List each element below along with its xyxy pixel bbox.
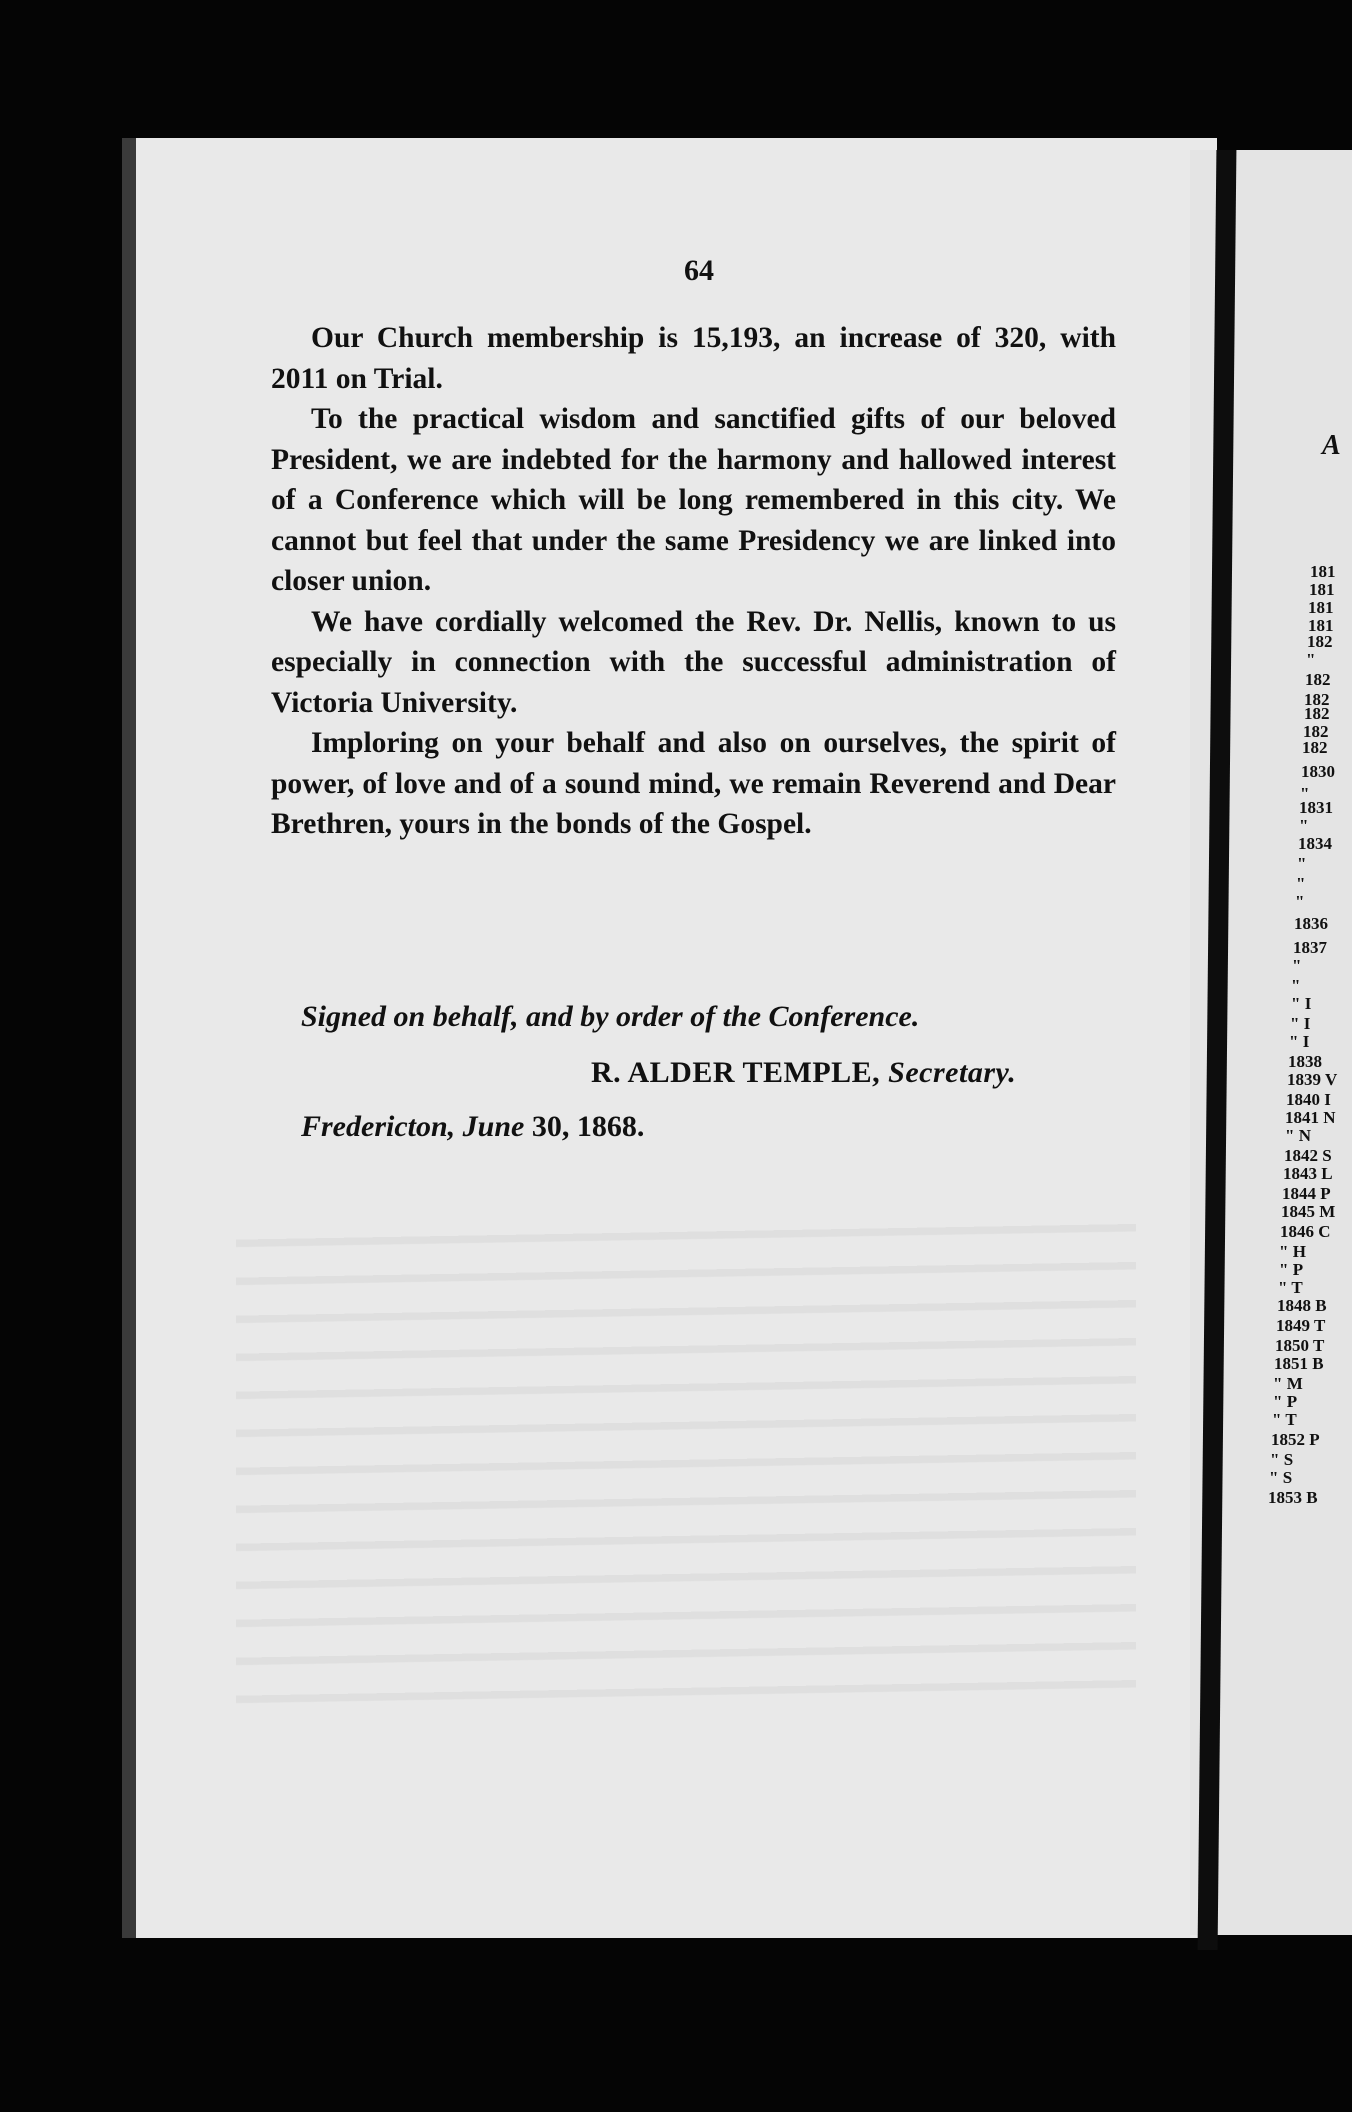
right-page-year-entry: 1841 N (1285, 1108, 1336, 1127)
secretary-signature (591, 1056, 1016, 1090)
right-page-year-entry: 1849 T (1276, 1316, 1326, 1335)
page-number: 64 (684, 254, 714, 287)
right-page-year-entry: " N (1285, 1126, 1311, 1145)
right-page-year-entry: " (1306, 650, 1316, 669)
right-page-year-entry: 1830 (1301, 762, 1335, 781)
secretary-role: Secretary. (888, 1056, 1017, 1089)
right-page-year-entry: " (1291, 976, 1301, 995)
right-page-year-entry: 1850 T (1275, 1336, 1325, 1355)
right-page-year-entry: 1845 M (1281, 1202, 1336, 1221)
right-page-year-entry: 1842 S (1284, 1146, 1332, 1165)
secretary-name: R. ALDER TEMPLE, (591, 1056, 881, 1089)
letter-body (271, 318, 1116, 845)
right-page-year-entry: 1839 V (1287, 1070, 1338, 1089)
right-page-year-entry: 1836 (1294, 914, 1328, 933)
right-page-year-entry: " (1297, 854, 1307, 873)
right-page-year-entry: " T (1278, 1278, 1303, 1297)
paragraph-nellis: We have cordially welcomed the Rev. Dr. Nellis, known to us especially in connection with the successful administration of Victoria University. (271, 605, 1116, 719)
right-page-year-entry: " I (1290, 1014, 1311, 1033)
right-page-year-entry: 1840 I (1286, 1090, 1331, 1109)
right-page-year-entry: " P (1279, 1260, 1304, 1279)
right-page-year-entry: 1838 (1288, 1052, 1322, 1071)
right-page-heading-fragment: A (1322, 430, 1341, 461)
show-through-texture (236, 1218, 1136, 1718)
right-page-year-entry: " S (1269, 1468, 1293, 1487)
right-page-year-entry: " (1296, 874, 1306, 893)
paragraph-closing: Imploring on your behalf and also on ourselves, the spirit of power, of love and of a sound mind, we remain Reverend and Dear Brethren, yours in the bonds of the Gospel. (271, 727, 1116, 840)
right-page-year-entry: " H (1279, 1242, 1306, 1261)
right-page-year-entry: " P (1273, 1392, 1298, 1411)
right-page-year-entry: " (1299, 816, 1309, 835)
paragraph-president: To the practical wisdom and sanctified gifts of our beloved President, we are indebted for the harmony and hallowed interest of a Conference which will be long remembered in this city. We cannot but feel that under the same Presidency we are linked into closer union. (271, 403, 1116, 597)
right-page-year-entry: 181 (1308, 598, 1334, 617)
right-page-year-entry: 1851 B (1274, 1354, 1324, 1373)
right-page-year-entry: 182 (1304, 704, 1330, 723)
right-page-year-entry: 1853 B (1268, 1488, 1318, 1507)
right-page-year-entry: 1844 P (1282, 1184, 1331, 1203)
right-page-year-entry: 182 (1303, 722, 1329, 741)
right-page-year-entry: 181 (1310, 562, 1336, 581)
right-page-year-entry: 181 (1308, 616, 1334, 635)
right-page-year-entry: 182 (1305, 670, 1331, 689)
right-page-year-entry: 182 (1307, 632, 1333, 651)
right-page-year-entry: 182 (1302, 738, 1328, 757)
right-page-year-entry: " (1300, 784, 1310, 803)
right-page-year-entry: 1843 L (1283, 1164, 1333, 1183)
right-page-year-entry: " M (1273, 1374, 1303, 1393)
right-page-year-entry: " S (1270, 1450, 1294, 1469)
right-page-year-entry: 181 (1309, 580, 1335, 599)
right-page-year-entry: 1846 C (1280, 1222, 1331, 1241)
right-page-year-entry: " (1292, 956, 1302, 975)
right-page-year-entry: 1834 (1298, 834, 1332, 853)
right-page-year-entry: 1831 (1299, 798, 1333, 817)
signed-line: Signed on behalf, and by order of the Conference. (301, 1000, 920, 1033)
right-page-year-entry: 1837 (1293, 938, 1327, 957)
dateline-year: 30, 1868. (524, 1110, 645, 1143)
dateline (301, 1110, 644, 1144)
paragraph-membership: Our Church membership is 15,193, an increase of 320, with 2011 on Trial. (271, 322, 1116, 395)
right-page-year-entry: 1848 B (1277, 1296, 1327, 1315)
right-page-year-entry: " I (1291, 994, 1312, 1013)
right-page-year-entry: " I (1289, 1032, 1310, 1051)
right-page-year-entry: " (1295, 892, 1305, 911)
right-page-year-entry: 182 (1304, 690, 1330, 709)
left-page (122, 138, 1217, 1938)
dateline-place: Fredericton, June (301, 1110, 525, 1143)
right-page-year-entry: 1852 P (1271, 1430, 1320, 1449)
right-page-year-entry: " T (1272, 1410, 1297, 1429)
